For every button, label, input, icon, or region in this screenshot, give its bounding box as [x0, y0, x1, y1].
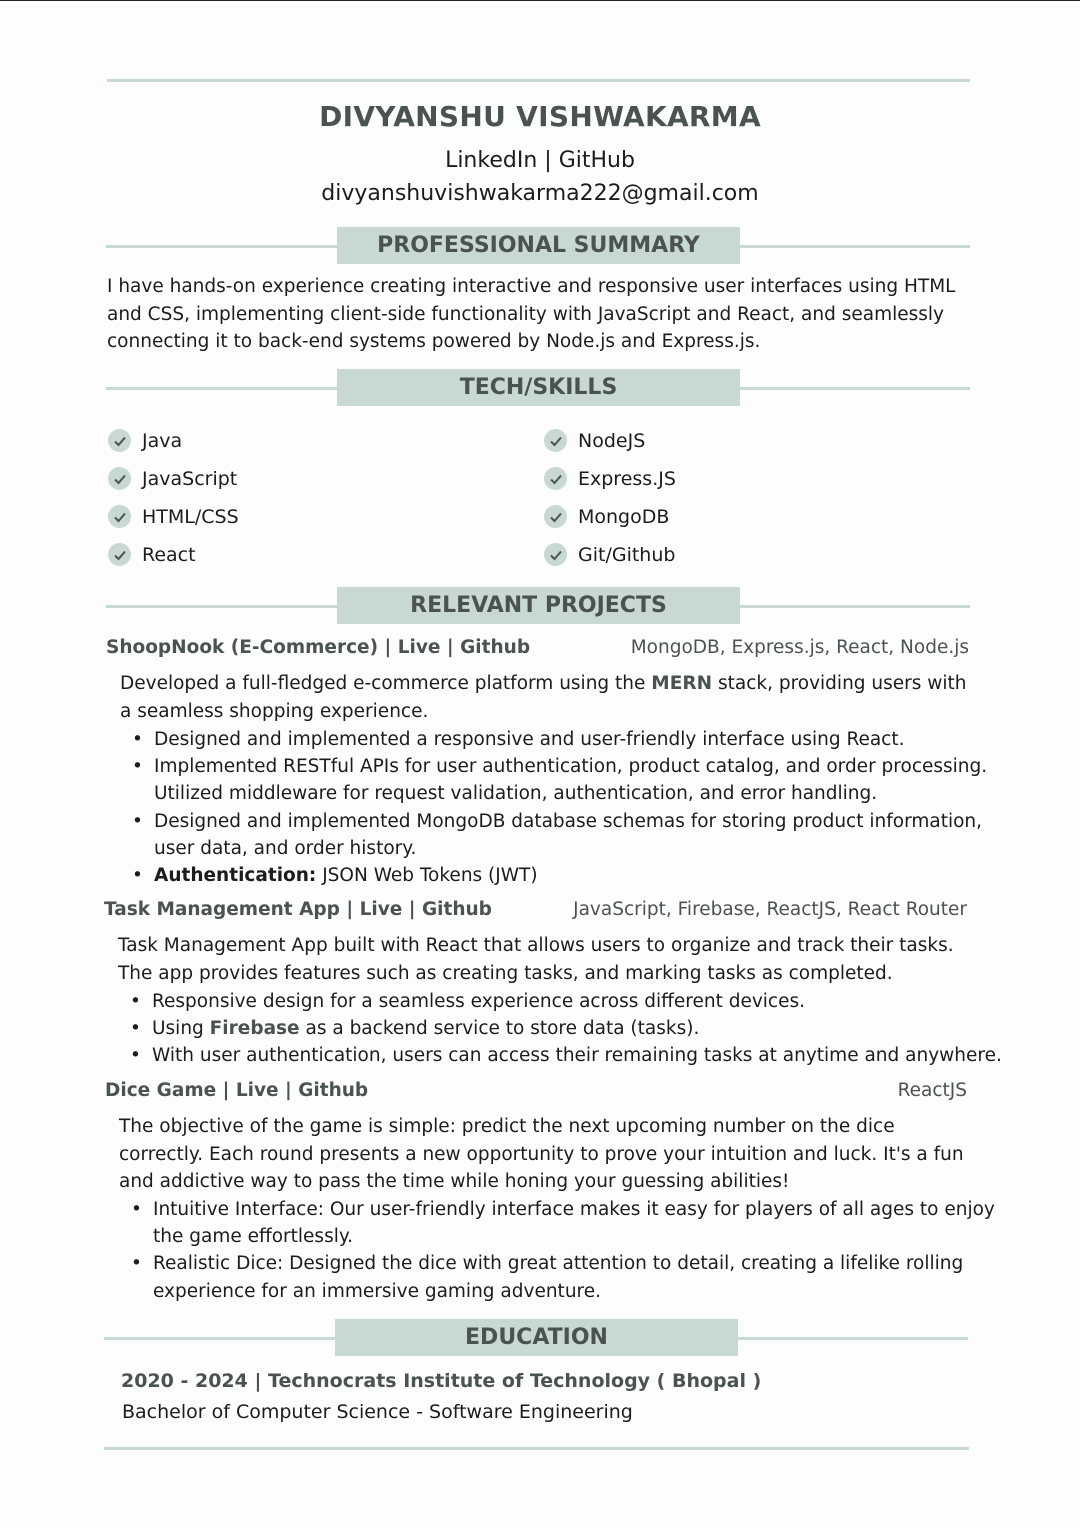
check-icon [108, 467, 131, 490]
project-github-link[interactable]: Github [421, 899, 492, 920]
auth-label: Authentication: [154, 865, 317, 887]
check-icon [544, 505, 567, 528]
project-tech-stack: JavaScript, Firebase, ReactJS, React Router [573, 899, 967, 920]
project-title: Task Management App | Live | Github [104, 899, 492, 920]
skill-item [544, 505, 669, 528]
skill-label: MongoDB [578, 505, 670, 528]
check-icon [544, 429, 567, 452]
check-icon [108, 429, 131, 452]
project-live-link[interactable]: Live [397, 637, 441, 658]
project-github-link[interactable]: Github [298, 1080, 369, 1101]
skill-item [108, 467, 237, 490]
github-link[interactable]: GitHub [558, 148, 635, 173]
skill-item [544, 543, 675, 566]
skill-item [544, 467, 676, 490]
skill-label: Git/Github [578, 543, 676, 566]
education-title: 2020 - 2024 | Technocrats Institute of Technology ( Bhopal ) [121, 1370, 762, 1392]
project-title: ShoopNook (E-Commerce) | Live | Github [106, 637, 531, 658]
section-heading-skills: TECH/SKILLS [337, 369, 740, 406]
bullet-item: • With user authentication, users can access their remaining tasks at anytime and anywhere. [152, 1042, 1012, 1069]
skill-label: HTML/CSS [142, 505, 239, 528]
bullet-highlight: Firebase [209, 1018, 300, 1040]
check-icon [108, 543, 131, 566]
section-heading-summary: PROFESSIONAL SUMMARY [337, 227, 740, 264]
project-live-link[interactable]: Live [235, 1080, 279, 1101]
skill-label: Java [142, 429, 183, 452]
linkedin-link[interactable]: LinkedIn [445, 148, 538, 173]
skill-item [108, 543, 196, 566]
bullet-item: • Implemented RESTful APIs for user authentication, product catalog, and order processing. Utilized middleware for request validation, authentication, and error handling. [154, 753, 994, 807]
check-icon [544, 543, 567, 566]
skill-label: NodeJS [578, 429, 646, 452]
top-border [0, 0, 1080, 1]
project-bullets [119, 1196, 1003, 1305]
bullet-item: • Intuitive Interface: Our user-friendly interface makes it easy for players of all ages to enjoy the game effortlessly. [153, 1196, 1003, 1250]
project-description [120, 670, 970, 725]
bullet-text: Using [152, 1018, 210, 1040]
bullet-item [154, 862, 994, 889]
project-live-link[interactable]: Live [359, 899, 403, 920]
project-name: ShoopNook (E-Commerce) [106, 637, 379, 658]
bullet-text: as a backend service to store data (tasks). [299, 1018, 700, 1040]
project-tech-stack: MongoDB, Express.js, React, Node.js [630, 637, 969, 658]
desc-text: Developed a full-fledged e-commerce platform using the [120, 673, 652, 694]
project-bullets [120, 726, 994, 889]
project-name: Dice Game [105, 1080, 217, 1101]
email-link[interactable]: divyanshuvishwakarma222@gmail.com [321, 181, 759, 206]
header-rule-top [107, 79, 970, 82]
project-tech-stack: ReactJS [897, 1080, 967, 1101]
bullet-item: • Realistic Dice: Designed the dice with great attention to detail, creating a lifelike rolling experience for an immersive gaming adventure. [153, 1250, 1003, 1304]
candidate-name: DIVYANSHU VISHWAKARMA [319, 100, 761, 133]
link-divider: | [544, 148, 552, 173]
project-title: Dice Game | Live | Github [105, 1080, 369, 1101]
project-bullets [118, 988, 1012, 1070]
bullet-item: • Designed and implemented a responsive and user-friendly interface using React. [154, 726, 994, 753]
bullet-item: • Designed and implemented MongoDB database schemas for storing product information, user data, and order history. [154, 808, 994, 862]
footer-rule [104, 1447, 969, 1450]
skill-label: JavaScript [142, 467, 238, 490]
desc-highlight: MERN [651, 673, 713, 694]
project-name: Task Management App [104, 899, 340, 920]
profile-links [0, 148, 1080, 173]
education-degree: Bachelor of Computer Science - Software Engineering [122, 1401, 633, 1423]
desc-text: stack, providing users with a seamless shopping experience. [120, 673, 967, 722]
skill-item [108, 505, 239, 528]
bullet-item: • Responsive design for a seamless experience across different devices. [152, 988, 1012, 1015]
summary-text: I have hands-on experience creating interactive and responsive user interfaces using HTML and CSS, implementing client-side functionality with JavaScript and React, and seamlessly connecting it to back-end systems powered by Node.js and Express.js. [107, 276, 956, 352]
project-description: Task Management App built with React that allows users to organize and track their tasks. The app provides features such as creating tasks, and marking tasks as completed. [118, 935, 954, 984]
check-icon [108, 505, 131, 528]
skill-item [544, 429, 645, 452]
skill-label: Express.JS [578, 467, 676, 490]
section-heading-education: EDUCATION [335, 1319, 738, 1356]
project-github-link[interactable]: Github [460, 637, 531, 658]
section-heading-projects: RELEVANT PROJECTS [337, 587, 740, 624]
check-icon [544, 467, 567, 490]
project-description: The objective of the game is simple: predict the next upcoming number on the dice correctly. Each round presents a new opportunity to prove your intuition and luck. It's a fun and addictive way to pass the time while honing your guessing abilities! [119, 1116, 964, 1192]
skill-label: React [142, 543, 196, 566]
auth-value: JSON Web Tokens (JWT) [316, 865, 538, 887]
skill-item [108, 429, 182, 452]
bullet-item [152, 1015, 1012, 1042]
